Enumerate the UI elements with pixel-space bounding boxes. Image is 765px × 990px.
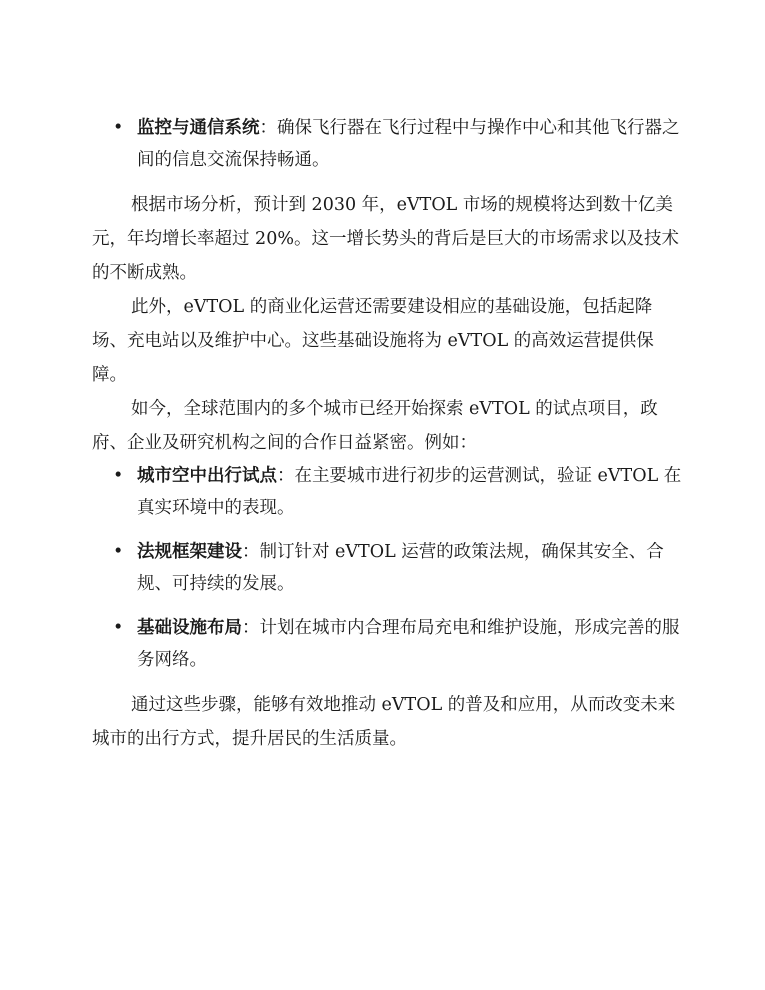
closing-paragraph: 通过这些步骤，能够有效地推动 eVTOL 的普及和应用，从而改变未来城市的出行方式，提升居民的生活质量。 — [92, 695, 676, 749]
list-item-separator: ： — [242, 618, 260, 638]
list-item — [92, 612, 682, 676]
list-item — [92, 460, 682, 524]
paragraph: 如今，全球范围内的多个城市已经开始探索 eVTOL 的试点项目，政府、企业及研究机构之间的合作日益紧密。例如： — [92, 399, 658, 453]
list-item-separator: ： — [242, 542, 260, 562]
paragraph: 根据市场分析，预计到 2030 年，eVTOL 市场的规模将达到数十亿美元，年均增长率超过 20%。这一增长势头的背后是巨大的市场需求以及技术的不断成熟。 — [92, 195, 679, 283]
list-item-separator: ： — [277, 466, 295, 486]
list-item-term: 法规框架建设 — [137, 542, 242, 562]
list-item-text: 确保飞行器在飞行过程中与操作中心和其他飞行器之间的信息交流保持畅通。 — [137, 118, 680, 170]
document-page — [92, 112, 682, 756]
list-item — [92, 536, 682, 600]
list-item-text: 在主要城市进行初步的运营测试，验证 eVTOL 在真实环境中的表现。 — [137, 466, 682, 518]
list-item — [92, 112, 682, 176]
bullet-icon: • — [113, 542, 124, 562]
list-item-term: 基础设施布局 — [137, 618, 242, 638]
bullet-icon: • — [113, 466, 124, 486]
bullet-icon: • — [113, 618, 124, 638]
list-item-separator: ： — [259, 118, 277, 138]
list-item-term: 城市空中出行试点 — [137, 466, 277, 486]
list-item-text: 计划在城市内合理布局充电和维护设施，形成完善的服务网络。 — [137, 618, 680, 670]
list-item-text: 制订针对 eVTOL 运营的政策法规，确保其安全、合规、可持续的发展。 — [137, 542, 664, 594]
list-item-term: 监控与通信系统 — [137, 118, 260, 138]
paragraph: 此外，eVTOL 的商业化运营还需要建设相应的基础设施，包括起降场、充电站以及维护中心。这些基础设施将为 eVTOL 的高效运营提供保障。 — [92, 297, 654, 385]
bullet-icon: • — [113, 118, 124, 138]
